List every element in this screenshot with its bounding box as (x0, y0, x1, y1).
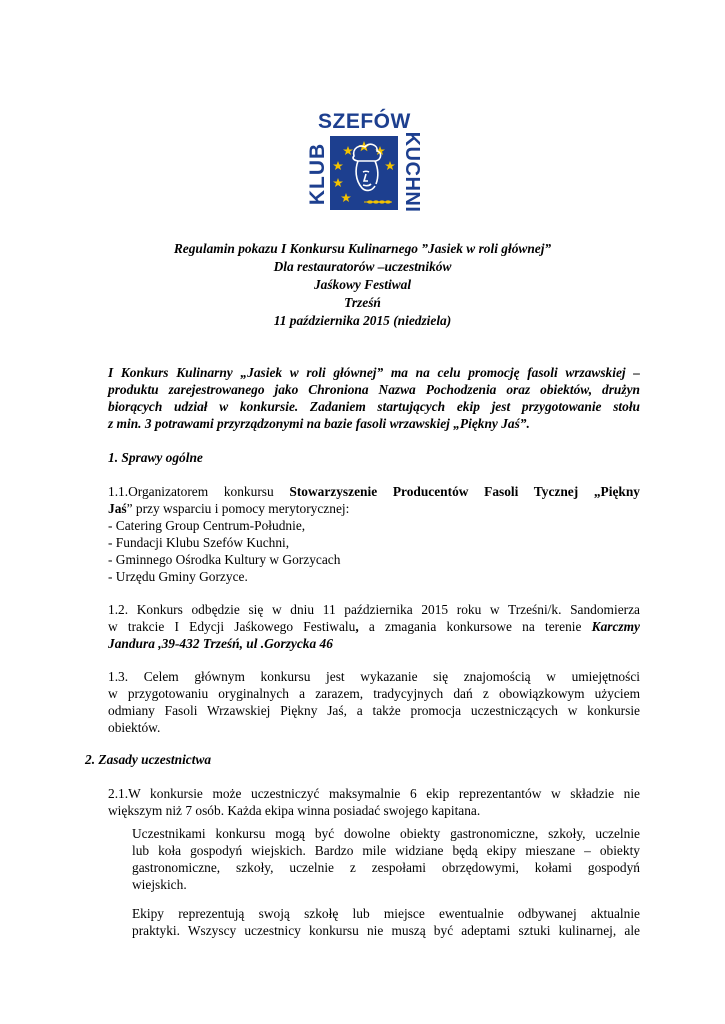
paragraph-1-1-line-2 (108, 500, 640, 517)
supporter-item: - Urzędu Gminy Gorzyce. (108, 569, 248, 584)
paragraph-1-3-line-1: 1.3. Celem głównym konkursu jest wykazanie się znajomością w umiejętności (108, 669, 640, 684)
venue-address: Jandura ,39-432 Trześń, ul .Gorzycka 46 (108, 636, 333, 651)
section-2-heading: 2. Zasady uczestnictwa (85, 752, 212, 767)
paragraph-2-1-line-1: 2.1.W konkursie może uczestniczyć maksymalnie 6 ekip reprezentantów w składzie nie (108, 786, 640, 801)
intro-line-4: z min. 3 potrawami przyrządzonymi na bazie fasoli wrzawskiej „Piękny Jaś”. (108, 416, 530, 431)
section-1-heading: 1. Sprawy ogólne (108, 450, 203, 465)
intro-line-2: produktu zarejestrowanego jako Chroniona Nazwa Pochodzenia oraz obiektów, drużyn (108, 382, 640, 397)
paragraph-1-2-line-2 (108, 618, 640, 635)
paragraph-1-2 (108, 601, 640, 652)
intro-paragraph (108, 364, 640, 432)
teams-line-1: Ekipy reprezentują swoją szkołę lub miejsce ewentualnie odbywanej aktualnie (132, 906, 640, 921)
title-line-3: Jaśkowy Festiwal (313, 277, 412, 292)
paragraph-2-1 (108, 785, 640, 819)
klub-szefow-kuchni-logo (306, 110, 423, 218)
supporter-item: - Gminnego Ośrodka Kultury w Gorzycach (108, 552, 341, 567)
paragraph-1-2-line-1: 1.2. Konkurs odbędzie się w dniu 11 października 2015 roku w Trześni/k. Sandomierza (108, 602, 640, 617)
teams-line-2: praktyki. Wszyscy uczestnicy konkursu nie muszą być adeptami sztuki kulinarnej, ale (132, 923, 640, 938)
paragraph-1-3 (108, 668, 640, 736)
title-line-1: Regulamin pokazu I Konkursu Kulinarnego ”Jasiek w roli głównej” (173, 241, 552, 256)
paragraph-1-3-line-2: w przygotowaniu oryginalnych a zarazem, tradycyjnych dań z obowiązkowym użyciem (108, 686, 640, 701)
logo-wheat (364, 200, 392, 203)
participants-line-4: wiejskich. (132, 877, 187, 892)
intro-line-3: biorących udział w konkursie. Zadaniem startujących ekip jest przygotowanie stołu (108, 399, 640, 414)
title-line-2: Dla restauratorów –uczestników (273, 259, 452, 274)
paragraph-1-1-suffix: ” przy wsparciu i pomocy merytorycznej: (126, 501, 350, 516)
participants-line-2: lub koła gospodyń wiejskich. Bardzo mile widziane będą ekipy mieszane – obiekty (132, 843, 640, 858)
document-title (0, 240, 725, 330)
festival-text: w trakcie I Edycji Jaśkowego Festiwalu (108, 619, 356, 634)
venue-name-start: Karczmy (591, 619, 640, 634)
paragraph-1-1-line-1 (108, 483, 640, 500)
organizer-name: Stowarzyszenie Producentów Fasoli Tycznej „Piękny (289, 484, 640, 499)
paragraph-2-1-line-2: większym niż 7 osób. Każda ekipa winna posiadać swojego kapitana. (108, 803, 481, 818)
participants-line-1: Uczestnikami konkursu mogą być dowolne obiekty gastronomiczne, szkoły, uczelnie (132, 826, 640, 841)
festival-comma: , (355, 619, 359, 634)
venue-intro-text: a zmagania konkursowe na terenie (358, 619, 592, 634)
paragraph-1-1-prefix: 1.1.Organizatorem konkursu (108, 484, 290, 499)
paragraph-1-3-line-3: odmiany Fasoli Wrzawskiej Piękny Jaś, a także promocja uczestniczących w konkursie (108, 703, 640, 718)
title-line-5: 11 października 2015 (niedziela) (273, 313, 452, 328)
supporter-item: - Fundacji Klubu Szefów Kuchni, (108, 535, 290, 550)
intro-line-1: I Konkurs Kulinarny „Jasiek w roli głównej” ma na celu promocję fasoli wrzawskiej – (108, 365, 640, 380)
paragraph-1-3-line-4: obiektów. (108, 720, 161, 735)
logo-left-text: KLUB (306, 142, 329, 206)
participants-line-3: gastronomiczne, szkoły, uczelnie z zespołami obrzędowymi, kołami gospodyń (132, 860, 640, 875)
supporter-item: - Catering Group Centrum-Południe, (108, 518, 306, 533)
organizer-name-end: Jaś (108, 501, 127, 516)
paragraph-participants (132, 825, 640, 893)
logo-top-text: SZEFÓW (318, 110, 411, 133)
paragraph-teams (132, 905, 640, 939)
logo-right-text: KUCHNI (401, 131, 423, 213)
title-line-4: Trześń (344, 295, 381, 310)
paragraph-1-1 (108, 483, 640, 585)
